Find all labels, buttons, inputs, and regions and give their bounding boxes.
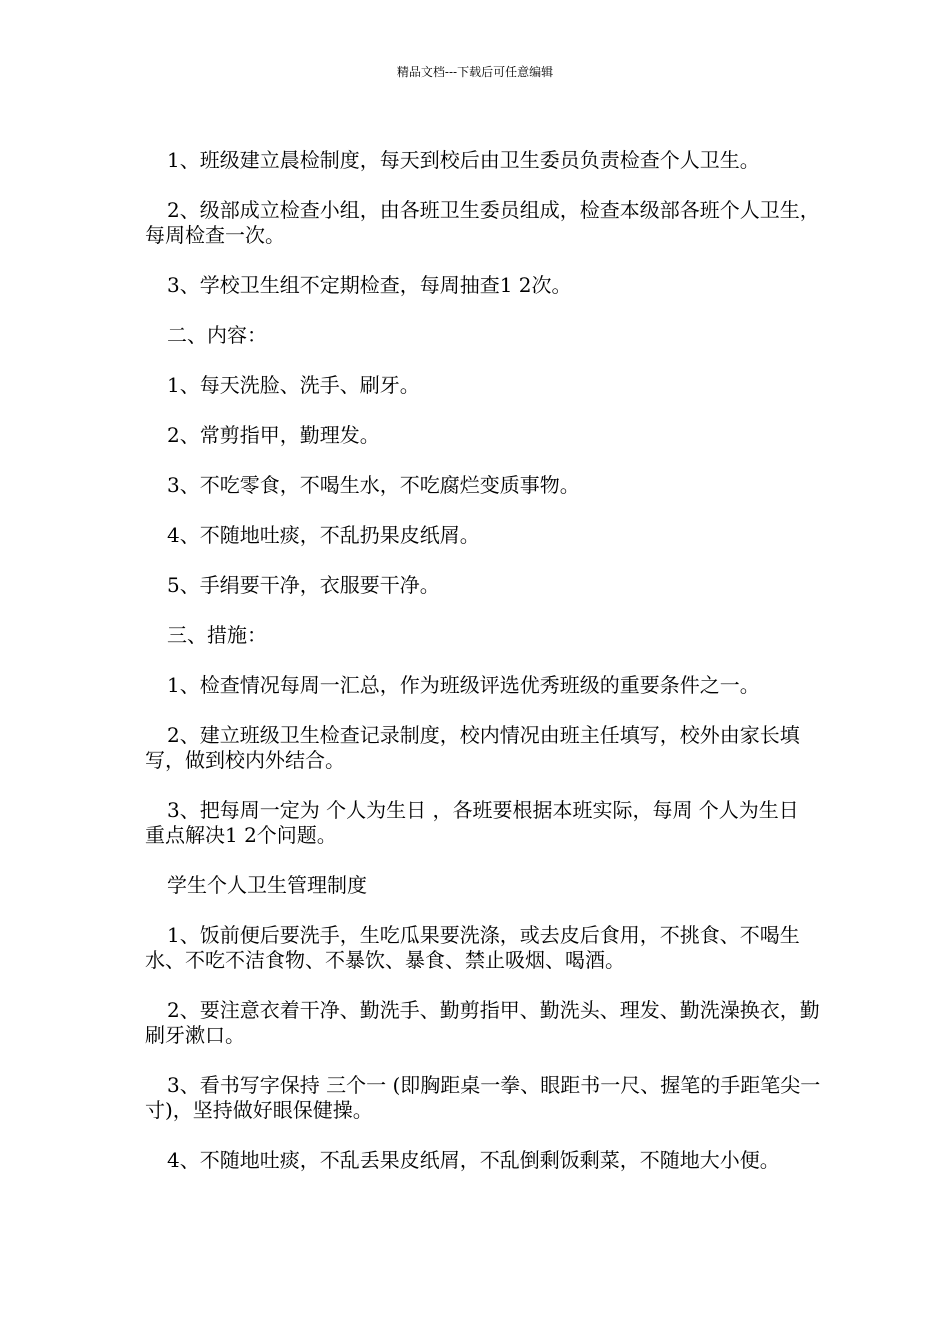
paragraph: 2、常剪指甲，勤理发。 [167,423,380,447]
paragraph: 5、手绢要干净，衣服要干净。 [167,573,440,597]
paragraph: 1、检查情况每周一汇总，作为班级评选优秀班级的重要条件之一。 [167,673,760,697]
document-body [145,148,825,1198]
paragraph: 2、要注意衣着干净、勤洗手、勤剪指甲、勤洗头、理发、勤洗澡换衣，勤刷牙漱口。 [145,998,820,1047]
page-header: 精品文档---下载后可任意编辑 [396,65,554,79]
paragraph: 1、饭前便后要洗手，生吃瓜果要洗涤，或去皮后食用，不挑食、不喝生水、不吃不洁食物、不暴饮、暴食、禁止吸烟、喝酒。 [145,923,800,972]
paragraph: 4、不随地吐痰，不乱丢果皮纸屑，不乱倒剩饭剩菜，不随地大小便。 [167,1148,780,1172]
paragraph: 2、建立班级卫生检查记录制度，校内情况由班主任填写，校外由家长填写，做到校内外结合。 [145,723,800,772]
paragraph: 4、不随地吐痰，不乱扔果皮纸屑。 [167,523,480,547]
section-heading: 学生个人卫生管理制度 [167,873,367,897]
paragraph: 1、每天洗脸、洗手、刷牙。 [167,373,420,397]
paragraph: 3、看书写字保持 三个一 (即胸距桌一拳、眼距书一尺、握笔的手距笔尖一寸)，坚持做好眼保健操。 [145,1073,821,1122]
paragraph: 3、不吃零食，不喝生水，不吃腐烂变质事物。 [167,473,580,497]
section-heading: 三、措施： [167,623,267,647]
section-heading: 二、内容： [167,323,267,347]
paragraph: 2、级部成立检查小组，由各班卫生委员组成，检查本级部各班个人卫生，每周检查一次。 [145,198,820,247]
paragraph: 3、把每周一定为 个人为生日 ，各班要根据本班实际，每周 个人为生日 重点解决1 2个问题。 [145,798,799,847]
paragraph: 3、学校卫生组不定期检查，每周抽查1 2次。 [167,273,572,297]
paragraph: 1、班级建立晨检制度，每天到校后由卫生委员负责检查个人卫生。 [167,148,760,172]
